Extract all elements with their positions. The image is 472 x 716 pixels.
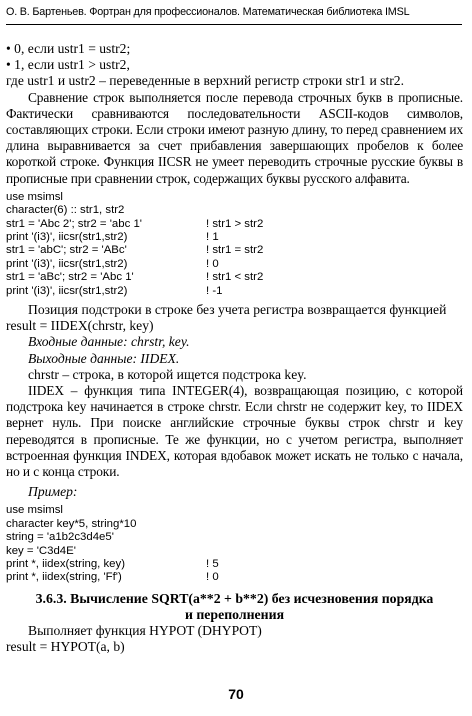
code-line	[6, 271, 463, 284]
paragraph-comparison: Сравнение строк выполняется после перевода строчных букв в прописные. Фактически сравниваются последовательности ASCII-кодов символов, составляющих строки. Если строки имеют разную длину, то перед сравнением их длина выравнивается за счет прибавления завершающих пробелов к более короткой строке. Функция IICSR не умеет переводить строчные русские буквы в прописные при сравнении строк, содержащих буквы русского алфавита.	[6, 89, 463, 186]
paragraph-iidex-intro: Позиция подстроки в строке без учета регистра возвращается функцией	[28, 301, 447, 317]
code-comment: ! 0	[206, 571, 219, 584]
code-comment: ! -1	[206, 284, 223, 297]
section-heading-line2: и переполнения	[184, 606, 285, 622]
code-block-iicsr	[6, 191, 463, 298]
formula-iidex: result = IIDEX(chrstr, key)	[6, 318, 154, 334]
code-line	[6, 244, 463, 257]
code-comment: ! str1 > str2	[206, 217, 264, 230]
code-text: str1 = 'abC'; str2 = 'ABc'	[6, 244, 127, 257]
section-heading-line1: 3.6.3. Вычисление SQRT(a**2 + b**2) без исчезновения порядка	[35, 590, 434, 606]
header-rule	[6, 24, 462, 25]
code-line	[6, 518, 463, 531]
code-text: str1 = 'aBc'; str2 = 'Abc 1'	[6, 271, 134, 284]
code-line	[6, 571, 463, 584]
code-text: string = 'a1b2c3d4e5'	[6, 531, 114, 544]
code-text: character(6) :: str1, str2	[6, 204, 125, 217]
page-number: 70	[228, 686, 244, 702]
code-line	[6, 218, 463, 231]
running-header: О. В. Бартеньев. Фортран для профессионалов. Математическая библиотека IMSL	[6, 6, 410, 18]
example-label: Пример:	[28, 484, 78, 500]
code-line	[6, 531, 463, 544]
code-line	[6, 191, 463, 204]
chrstr-description: chrstr – строка, в которой ищется подстрока key.	[28, 366, 307, 382]
code-line	[6, 545, 463, 558]
code-text: print *, iidex(string, 'Ff')	[6, 571, 122, 584]
code-text: print '(i3)', iicsr(str1,str2)	[6, 257, 128, 270]
code-text: character key*5, string*10	[6, 517, 137, 530]
code-line	[6, 558, 463, 571]
bullet-greater: • 1, если ustr1 > ustr2,	[6, 57, 130, 73]
code-text: use msimsl	[6, 190, 63, 203]
code-text: str1 = 'Abc 2'; str2 = 'abc 1'	[6, 217, 142, 230]
code-line	[6, 258, 463, 271]
code-line	[6, 285, 463, 298]
code-text: print *, iidex(string, key)	[6, 557, 126, 570]
code-comment: ! 0	[206, 257, 219, 270]
code-line	[6, 504, 463, 517]
page-body	[6, 41, 463, 655]
output-data: Выходные данные: IIDEX.	[28, 350, 180, 366]
code-line	[6, 204, 463, 217]
code-block-iidex	[6, 504, 463, 584]
code-comment: ! 1	[206, 231, 219, 243]
code-text: use msimsl	[6, 504, 63, 517]
code-line	[6, 231, 463, 244]
formula-hypot: result = HYPOT(a, b)	[6, 638, 125, 654]
hypot-text: Выполняет функция HYPOT (DHYPOT)	[28, 622, 262, 638]
code-comment: ! str1 = str2	[206, 244, 264, 257]
code-text: key = 'C3d4E'	[6, 544, 76, 557]
code-text: print '(i3)', iicsr(str1,str2)	[6, 284, 128, 297]
input-data: Входные данные: chrstr, key.	[28, 334, 190, 350]
code-comment: ! 5	[206, 557, 219, 570]
code-text: print '(i3)', iicsr(str1,str2)	[6, 231, 128, 243]
code-comment: ! str1 < str2	[206, 271, 264, 284]
where-line: где ustr1 и ustr2 – переведенные в верхний регистр строки str1 и str2.	[6, 73, 404, 89]
iidex-description: IIDEX – функция типа INTEGER(4), возвращающая позицию, с которой подстрока key начинается в строке chrstr. Если chrstr не содержит key, то IIDEX вернет нуль. При поиске английские строчные буквы строк chrstr и key переводятся в прописные. Те же функции, но с учетом регистра, выполняет встроенная функция INDEX, которая вдобавок может искать не только с начала, но и с конца строки.	[6, 382, 463, 479]
bullet-equal: • 0, если ustr1 = ustr2;	[6, 41, 131, 56]
